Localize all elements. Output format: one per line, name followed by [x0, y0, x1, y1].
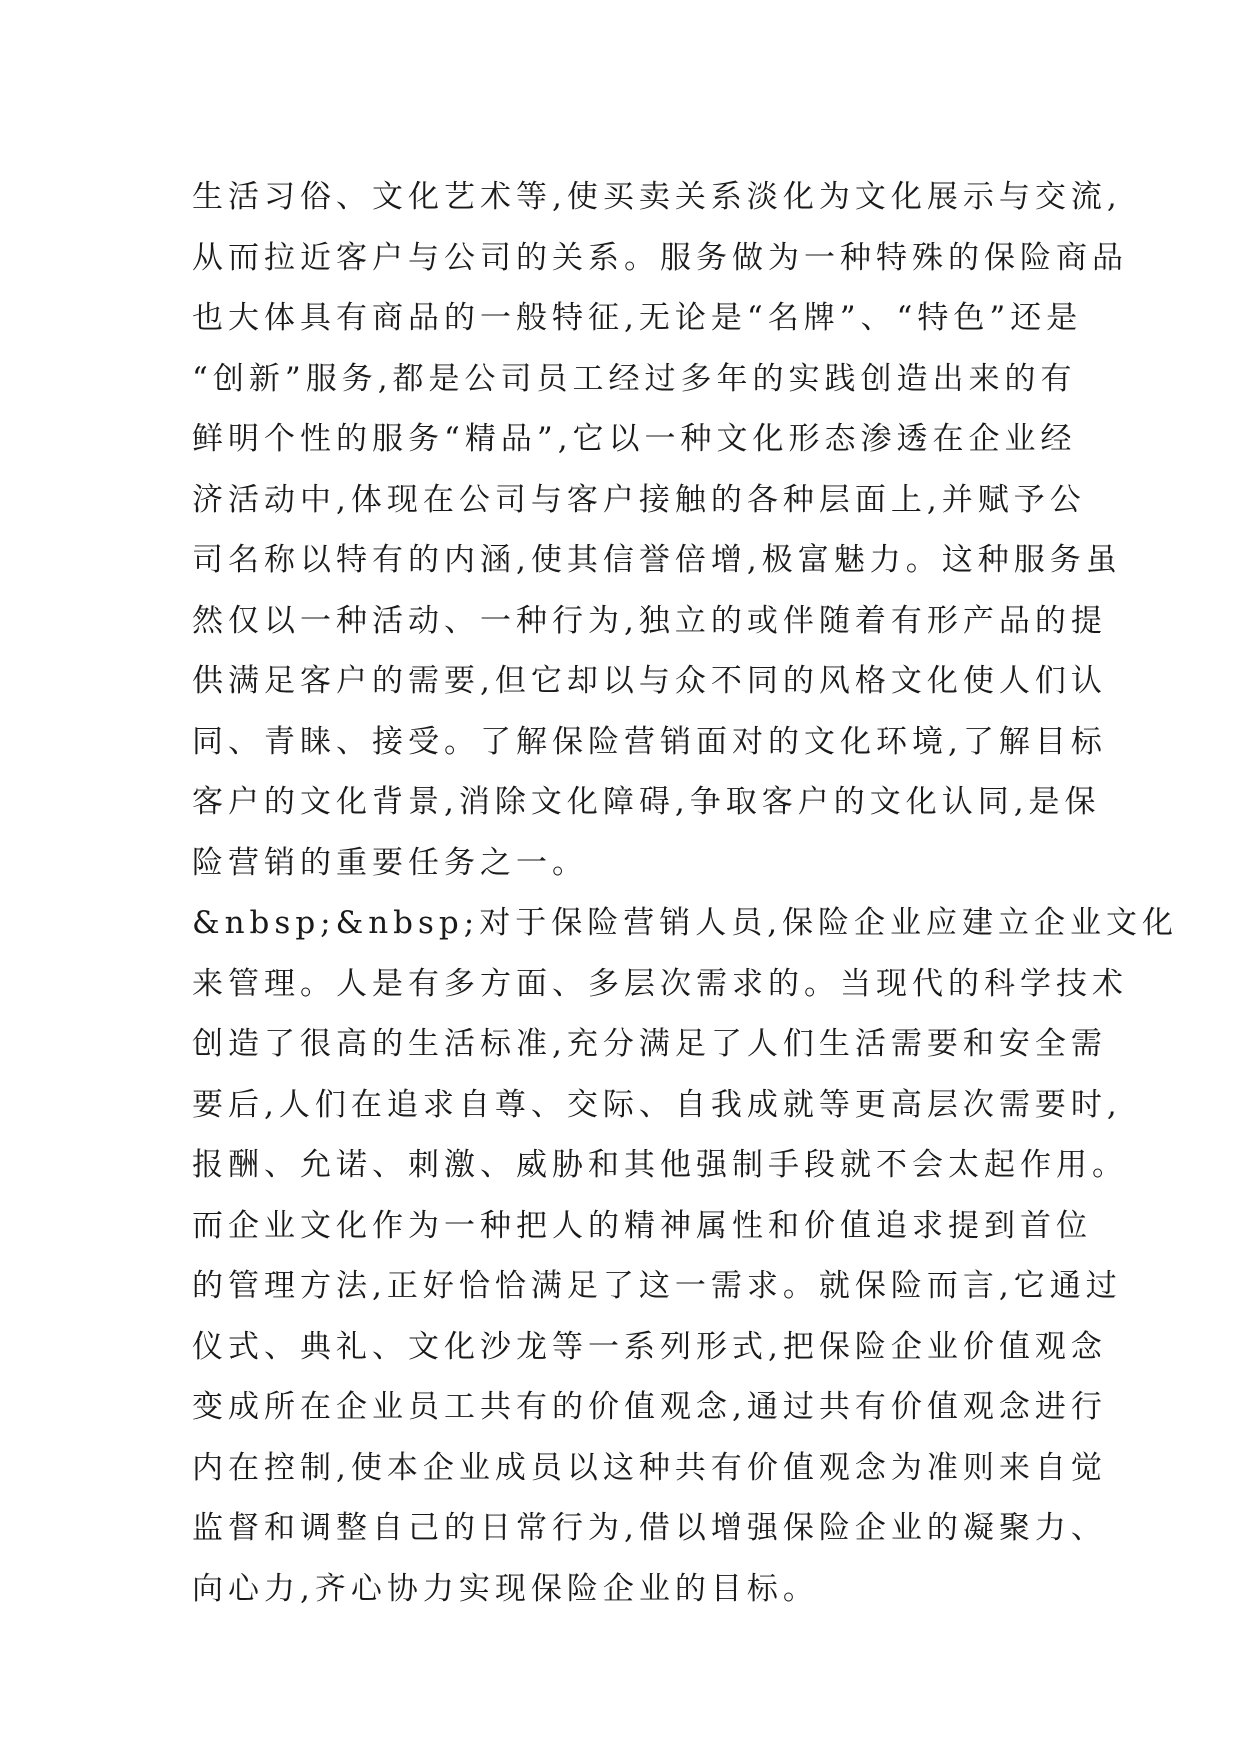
text-line: 向心力,齐心协力实现保险企业的目标。 [192, 1570, 819, 1607]
text-line: 来管理。人是有多方面、多层次需求的。当现代的科学技术 [192, 965, 1128, 1002]
text-line: 险营销的重要任务之一。 [192, 844, 588, 881]
text-line: 然仅以一种活动、一种行为,独立的或伴随着有形产品的提 [192, 602, 1107, 639]
text-line: 内在控制,使本企业成员以这种共有价值观念为准则来自觉 [192, 1449, 1107, 1486]
paragraph-2 [192, 893, 1179, 1619]
text-line: 供满足客户的需要,但它却以与众不同的风格文化使人们认 [192, 663, 1107, 699]
text-line: 报酬、允诺、刺激、威胁和其他强制手段就不会太起作用。 [192, 1147, 1128, 1183]
text-line: 创造了很高的生活标准,充分满足了人们生活需要和安全需 [192, 1026, 1107, 1062]
text-line: 同、青睐、接受。了解保险营销面对的文化环境,了解目标 [192, 723, 1107, 760]
text-line: 也大体具有商品的一般特征,无论是“名牌”、“特色”还是 [192, 300, 1083, 336]
text-line: 而企业文化作为一种把人的精神属性和价值追求提到首位 [192, 1207, 1092, 1244]
text-line: 要后,人们在追求自尊、交际、自我成就等更高层次需要时, [192, 1086, 1122, 1123]
text-line: 从而拉近客户与公司的关系。服务做为一种特殊的保险商品 [192, 239, 1128, 276]
text-line: 监督和调整自己的日常行为,借以增强保险企业的凝聚力、 [192, 1510, 1107, 1546]
text-line: &nbsp;&nbsp;对于保险营销人员,保险企业应建立企业文化 [192, 905, 1179, 941]
text-line: 的管理方法,正好恰恰满足了这一需求。就保险而言,它通过 [192, 1268, 1122, 1304]
text-line: 变成所在企业员工共有的价值观念,通过共有价值观念进行 [192, 1389, 1107, 1425]
text-line: “创新”服务,都是公司员工经过多年的实践创造出来的有 [192, 360, 1077, 397]
text-line: 客户的文化背景,消除文化障碍,争取客户的文化认同,是保 [192, 784, 1101, 820]
paragraph-1 [192, 167, 1128, 893]
text-line: 司名称以特有的内涵,使其信誉倍增,极富魅力。这种服务虽 [192, 542, 1122, 578]
body-text [192, 167, 1179, 1619]
text-line: 生活习俗、文化艺术等,使买卖关系淡化为文化展示与交流, [192, 179, 1122, 215]
text-line: 鲜明个性的服务“精品”,它以一种文化形态渗透在企业经 [192, 421, 1077, 457]
text-line: 济活动中,体现在公司与客户接触的各种层面上,并赋予公 [192, 481, 1086, 518]
text-line: 仪式、典礼、文化沙龙等一系列形式,把保险企业价值观念 [192, 1328, 1107, 1365]
